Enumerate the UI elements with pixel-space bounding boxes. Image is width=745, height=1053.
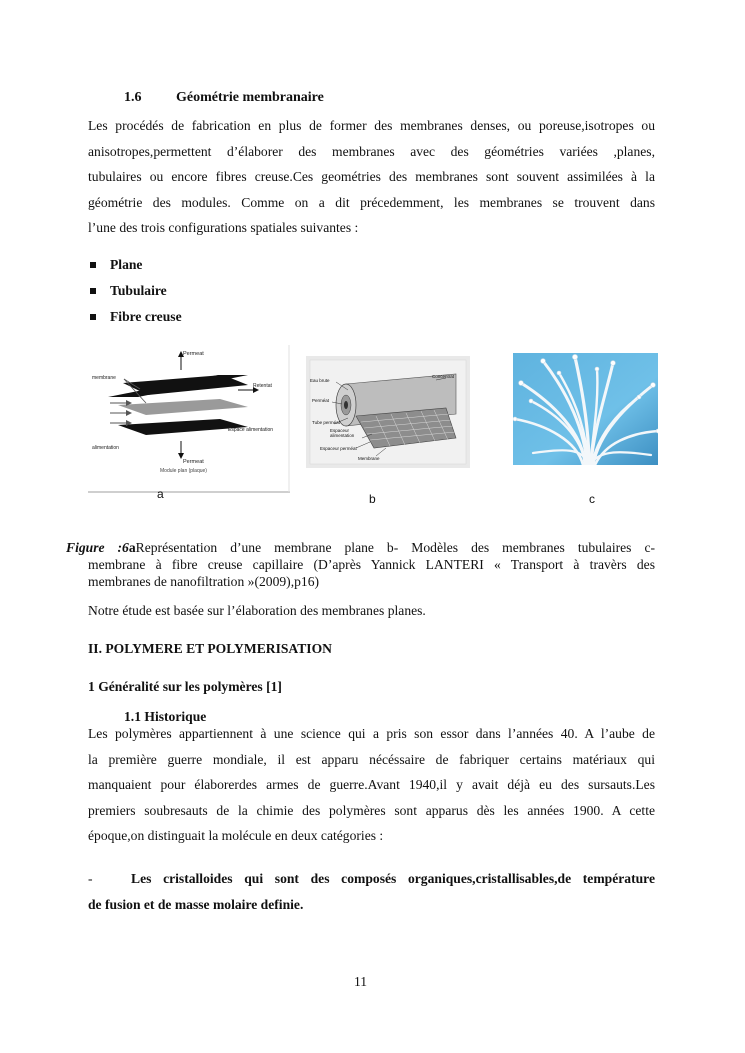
paragraph-line: manquaient pour élaborerdes armes de guerre.Avant 1940,il y avait déjà eu des sursauts.Les [88, 777, 655, 793]
figure-caption-line-3: membranes de nanofiltration »(2009),p16) [88, 574, 320, 589]
label-module-plan: Module plan (plaque) [160, 468, 207, 474]
paragraph-line: époque,on distinguait la molécule en deux catégories : [88, 828, 384, 844]
page-number: 11 [354, 974, 368, 989]
subsubsection-title: 1.1 Historique [124, 709, 207, 724]
panel-b-letter: b [369, 492, 376, 506]
bullet-square-icon [90, 314, 96, 320]
paragraph-line: tubulaires ou encore fibres creuse.Ces geométries des membranes sont souvent assimilées à la [88, 169, 655, 185]
label-retentat: Retentat [253, 383, 272, 389]
label-espaceur-permeat: Espaceur perméat [320, 446, 357, 451]
figure-caption-line-1 [66, 539, 655, 556]
subsection-title: 1 Généralité sur les polymères [1] [88, 679, 282, 694]
label-membrane: membrane [92, 375, 116, 381]
panel-c-letter: c [589, 492, 595, 506]
section-title: Géométrie membranaire [176, 90, 324, 105]
chapter-title: II. POLYMERE ET POLYMERISATION [88, 641, 332, 656]
figure-panel-b-image [306, 356, 470, 468]
bullet-square-icon [90, 262, 96, 268]
bullet-label: Tubulaire [110, 283, 167, 298]
paragraph-line: premiers soubresauts de la chimie des polymères sont apparus dès les années 1900. A cette [88, 802, 655, 818]
figure-caption-line-2: membrane à fibre creuse capillaire (D’après Yannick LANTERI « Transport à travèrs des [88, 557, 655, 572]
historique-paragraph [88, 721, 655, 849]
figure-panel-c-image [513, 353, 658, 465]
bullet-item [90, 309, 182, 325]
label-tube-permeat: Tube perméat [312, 420, 340, 425]
label-membrane-b: Membrane [358, 456, 380, 461]
section-number: 1.6 [124, 90, 142, 105]
label-eau-brute: Eau brute [310, 378, 330, 383]
label-alimentation: alimentation [92, 445, 119, 451]
label-espaceur: Espaceur [330, 428, 350, 433]
dash-item-line-2: de fusion et de masse molaire definie. [88, 896, 304, 912]
figure-sub-a: a [128, 540, 136, 555]
bullet-item [90, 283, 167, 299]
label-concentrat: Concentrat [432, 374, 455, 379]
dash-marker: - [88, 871, 93, 886]
paragraph-line: Les procédés de fabrication en plus de former des membranes denses, ou poreuse,isotropes ou [88, 118, 655, 133]
section-paragraph [88, 113, 655, 241]
study-sentence: Notre étude est basée sur l’élaboration des membranes planes. [88, 603, 426, 618]
label-permeat-top: Permeat [183, 351, 204, 357]
figure-caption-text: Représentation d’une membrane plane b- Modèles des membranes tubulaires c- [135, 540, 656, 555]
bullet-label: Fibre creuse [110, 309, 182, 324]
label-permeat-bottom: Permeat [183, 459, 204, 465]
bullet-square-icon [90, 288, 96, 294]
paragraph-line: la première guerre mondiale, il est apparu nécéssaire de fabriquer certains matériaux qui [88, 751, 655, 767]
panel-a-letter: a [157, 487, 164, 501]
bullet-item [90, 257, 142, 273]
dash-item [88, 866, 655, 917]
label-permeat: Perméat [312, 398, 330, 403]
dash-item-line-1: Les cristalloides qui sont des composés organiques,cristallisables,de température [131, 871, 655, 886]
label-espaceur-alimentation: alimentation [330, 433, 355, 438]
paragraph-line: anisotropes,permettent d’élaborer des membranes avec des géométries variées ,planes, [88, 143, 655, 159]
label-espace-alimentation: Espace alimentation [228, 427, 274, 433]
paragraph-line: l’une des trois configurations spatiales suivantes : [88, 220, 359, 236]
figure-label: Figure :6 [66, 540, 129, 555]
paragraph-line: géométrie des modules. Comme on a dit précedemment, les membranes se trouvent dans [88, 194, 655, 210]
figure-panel-a-image [88, 345, 290, 493]
paragraph-line: Les polymères appartiennent à une science qui a pris son essor dans l’années 40. A l’aube de [88, 726, 655, 741]
bullet-label: Plane [110, 257, 143, 272]
